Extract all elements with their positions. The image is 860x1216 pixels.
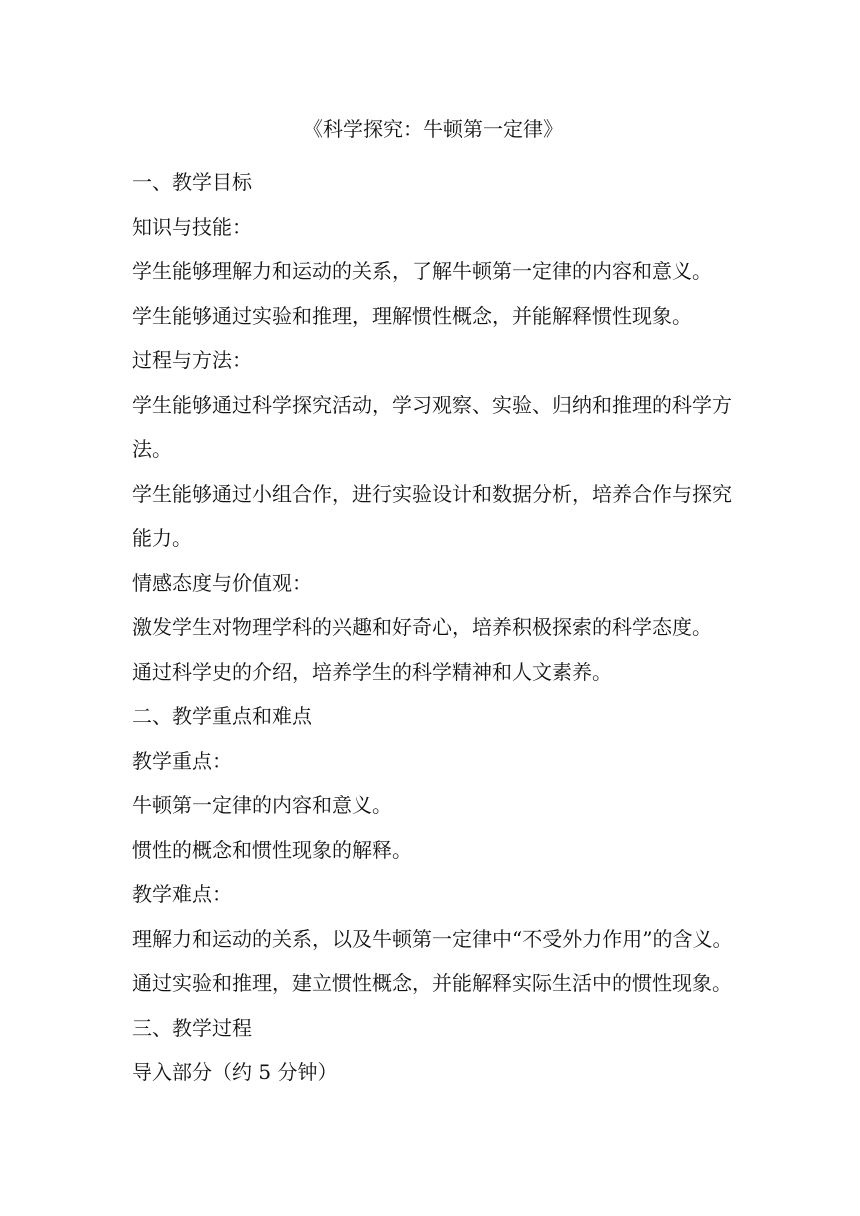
section-heading-teaching-goals: 一、教学目标 [132, 170, 252, 194]
document-content [132, 112, 734, 1095]
paragraph-line: 通过实验和推理，建立惯性概念，并能解释实际生活中的惯性现象。 [132, 971, 732, 995]
subheading-knowledge-skills: 知识与技能： [132, 214, 252, 239]
subheading-attitude-values: 情感态度与价值观： [132, 570, 312, 595]
paragraph-line: 激发学生对物理学科的兴趣和好奇心，培养积极探索的科学态度。 [132, 615, 712, 639]
paragraph-line: 牛顿第一定律的内容和意义。 [132, 793, 392, 817]
paragraph-line: 惯性的概念和惯性现象的解释。 [132, 837, 412, 862]
document-title: 《科学探究：牛顿第一定律》 [303, 117, 563, 141]
paragraph-line: 学生能够理解力和运动的关系，了解牛顿第一定律的内容和意义。 [132, 259, 712, 283]
subheading-introduction: 导入部分（约 5 分钟） [132, 1060, 338, 1084]
section-heading-teaching-process: 三、教学过程 [132, 1015, 252, 1040]
paragraph-line: 学生能够通过实验和推理，理解惯性概念，并能解释惯性现象。 [132, 303, 692, 328]
subheading-key-points: 教学重点： [132, 748, 232, 773]
paragraph-line: 通过科学史的介绍，培养学生的科学精神和人文素养。 [132, 659, 612, 684]
paragraph-line: 学生能够通过科学探究活动，学习观察、实验、归纳和推理的科学方法。 [132, 392, 732, 461]
paragraph-line: 学生能够通过小组合作，进行实验设计和数据分析，培养合作与探究能力。 [132, 481, 732, 550]
paragraph-line: 理解力和运动的关系，以及牛顿第一定律中“不受外力作用”的含义。 [132, 926, 733, 951]
subheading-process-methods: 过程与方法： [132, 348, 252, 372]
section-heading-key-difficult-points: 二、教学重点和难点 [132, 704, 312, 728]
subheading-difficult-points: 教学难点： [132, 882, 232, 906]
